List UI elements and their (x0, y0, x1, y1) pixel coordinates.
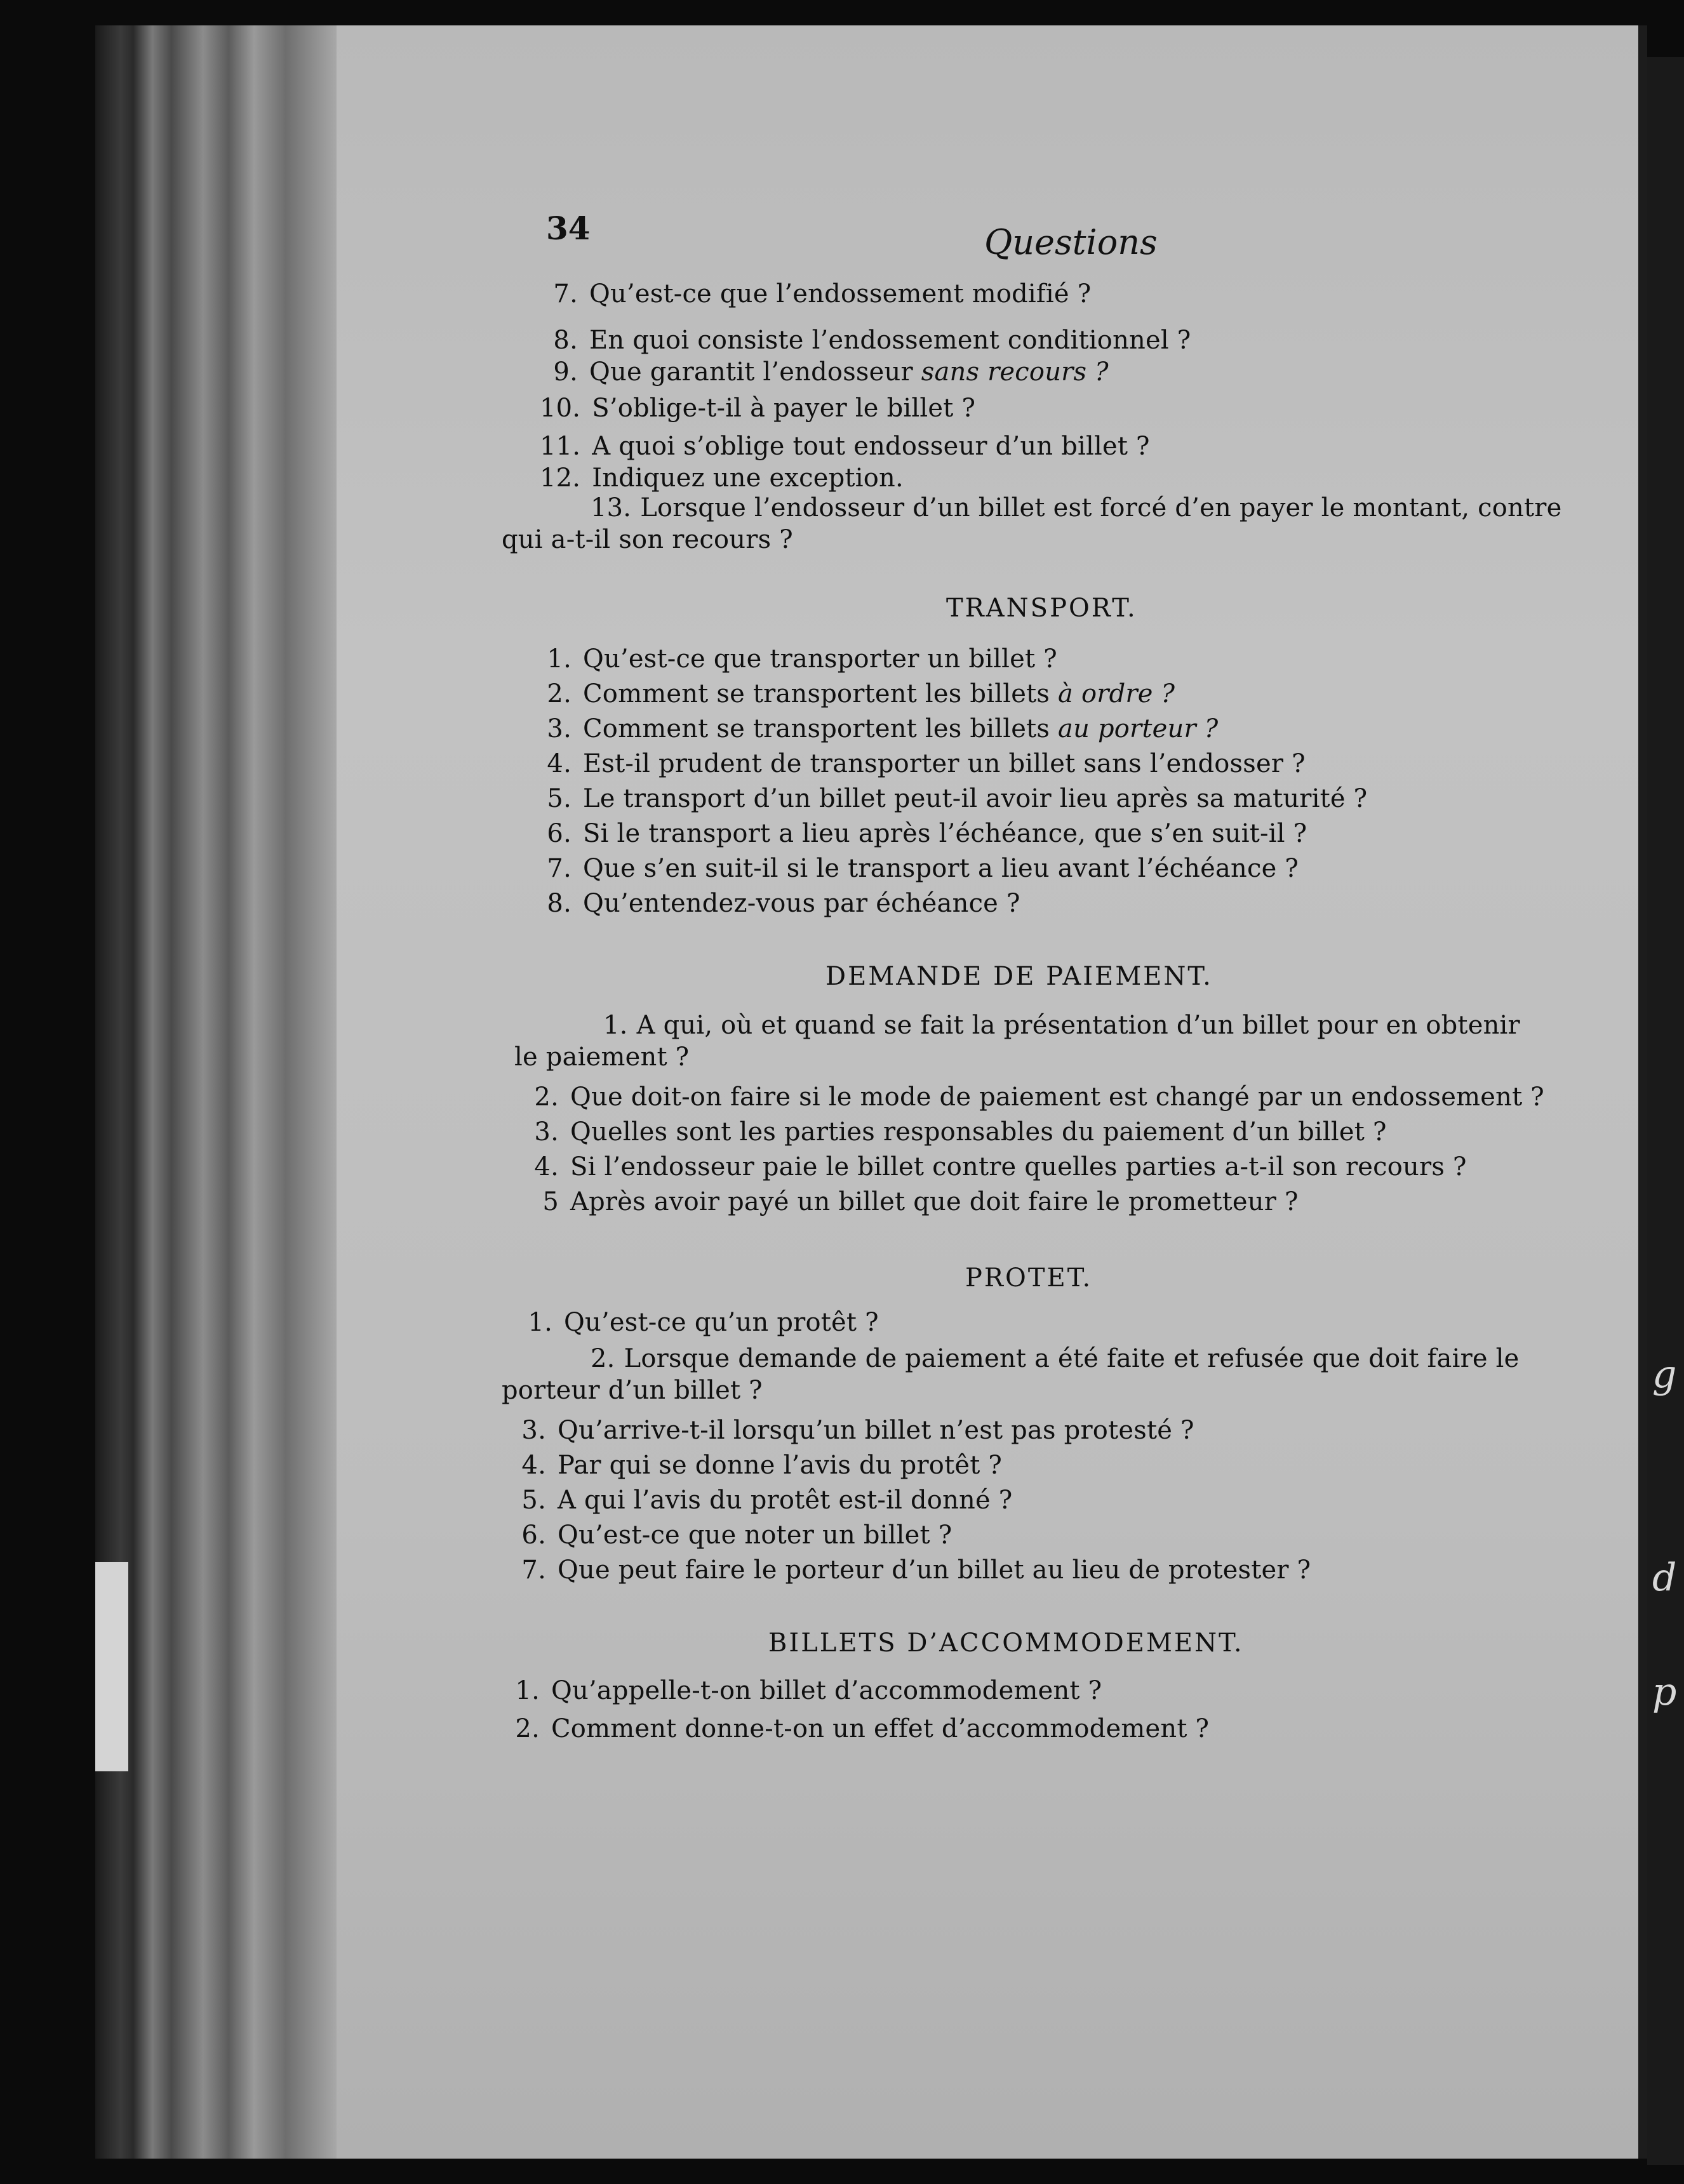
question-item (508, 1451, 1002, 1480)
question-text: Que garantit l’endosseur (589, 357, 921, 387)
question-text: En quoi consiste l’endossement conditionnel ? (589, 326, 1191, 355)
question-number: 4. (547, 749, 571, 778)
question-item (540, 432, 1150, 461)
question-item (533, 819, 1307, 848)
question-text: Est-il prudent de transporter un billet sans l’endosser ? (583, 749, 1306, 778)
question-text: Par qui se donne l’avis du protêt ? (558, 1451, 1003, 1480)
running-head: Questions (984, 222, 1158, 262)
question-number: 8. (553, 326, 578, 355)
question-item (533, 644, 1057, 674)
question-text: Comment se transportent les billets (583, 714, 1059, 743)
question-number: 6. (547, 819, 571, 848)
question-text: Lorsque l’endosseur d’un billet est forcé d’en payer le montant, contre qui a-t-il son recours ? (502, 493, 1562, 554)
section-heading-protet: PROTET. (965, 1263, 1093, 1293)
question-text: Lorsque demande de paiement a été faite et refusée que doit faire le porteur d’un billet ? (502, 1344, 1520, 1405)
question-item (508, 1486, 1012, 1515)
question-item (502, 1714, 1209, 1743)
question-text: Qu’est-ce que noter un billet ? (558, 1521, 952, 1550)
question-item (540, 394, 975, 423)
question-item (514, 1009, 1543, 1073)
question-number: 8. (547, 889, 571, 918)
question-text: Qu’arrive-t-il lorsqu’un billet n’est pas protesté ? (558, 1416, 1194, 1445)
question-item (521, 1117, 1387, 1147)
question-text: Comment se transportent les billets (583, 679, 1059, 709)
question-item (533, 854, 1299, 883)
question-number: 1. (547, 644, 571, 674)
question-item (508, 1416, 1194, 1445)
question-number: 2. (515, 1714, 540, 1743)
question-text: Si le transport a lieu après l’échéance, que s’en suit-il ? (583, 819, 1307, 848)
section-heading-demande: DEMANDE DE PAIEMENT. (825, 962, 1213, 991)
question-item (533, 749, 1306, 778)
question-text: Le transport d’un billet peut-il avoir lieu après sa maturité ? (583, 784, 1368, 813)
question-item (508, 1521, 952, 1550)
question-item (533, 889, 1020, 918)
question-text: Qu’est-ce que l’endossement modifié ? (589, 279, 1092, 309)
question-text: S’oblige-t-il à payer le billet ? (592, 394, 976, 423)
question-number: 5. (547, 784, 571, 813)
adjacent-fragment: p (1652, 1670, 1677, 1714)
question-text: Qu’entendez-vous par échéance ? (583, 889, 1020, 918)
question-item (521, 1082, 1544, 1112)
question-text: Qu’est-ce que transporter un billet ? (583, 644, 1057, 674)
question-text: A qui, où et quand se fait la présentation d’un billet pour en obtenir le paiement ? (514, 1011, 1520, 1072)
question-number: 11. (540, 432, 581, 461)
question-number: 4. (521, 1451, 546, 1480)
question-number: 12. (540, 463, 581, 493)
question-number: 5. (521, 1486, 546, 1515)
adjacent-fragment: d (1652, 1555, 1677, 1600)
adjacent-page-strip (1647, 57, 1684, 2165)
question-number: 2. (547, 679, 571, 709)
question-text-italic: sans recours ? (921, 357, 1109, 387)
question-text: A quoi s’oblige tout endosseur d’un billet ? (592, 432, 1150, 461)
question-number: 6. (521, 1521, 546, 1550)
question-text: Si l’endosseur paie le billet contre quelles parties a-t-il son recours ? (570, 1152, 1467, 1182)
question-number: 3. (521, 1416, 546, 1445)
question-number: 4. (534, 1152, 559, 1182)
question-number: 1. (528, 1308, 552, 1337)
question-item (502, 1676, 1102, 1705)
question-item (540, 279, 1091, 309)
question-item (521, 1187, 1299, 1216)
question-number: 9. (553, 357, 578, 387)
paper-tab (95, 1562, 128, 1771)
adjacent-fragment: g (1652, 1352, 1677, 1397)
question-text-italic: au porteur ? (1058, 714, 1219, 743)
question-number: 7. (547, 854, 571, 883)
question-text: A qui l’avis du protêt est-il donné ? (558, 1486, 1013, 1515)
question-number: 5 (542, 1187, 559, 1216)
question-text: Indiquez une exception. (592, 463, 904, 493)
book-page-edges (95, 25, 337, 2159)
question-number: 13. (591, 493, 632, 523)
question-item (540, 326, 1191, 355)
section-heading-transport: TRANSPORT. (946, 594, 1137, 623)
question-text: Quelles sont les parties responsables du paiement d’un billet ? (570, 1117, 1387, 1147)
question-item (533, 714, 1218, 743)
question-item (502, 1343, 1537, 1406)
question-number: 7. (521, 1555, 546, 1585)
question-item (540, 357, 1109, 387)
question-text: Que peut faire le porteur d’un billet au lieu de protester ? (558, 1555, 1311, 1585)
question-text: Qu’appelle-t-on billet d’accommodement ? (551, 1676, 1102, 1705)
question-text: Que doit-on faire si le mode de paiement est changé par un endossement ? (570, 1082, 1544, 1112)
question-number: 10. (540, 394, 581, 423)
question-item (508, 1555, 1311, 1585)
question-text: Comment donne-t-on un effet d’accommodement ? (551, 1714, 1210, 1743)
question-number: 2. (591, 1344, 615, 1373)
question-item (540, 463, 904, 493)
question-number: 3. (534, 1117, 559, 1147)
page-number: 34 (546, 210, 591, 247)
question-text: Qu’est-ce qu’un protêt ? (564, 1308, 879, 1337)
question-text: Après avoir payé un billet que doit faire le prometteur ? (570, 1187, 1299, 1216)
question-number: 2. (534, 1082, 559, 1112)
question-item (533, 784, 1367, 813)
question-item (502, 492, 1562, 556)
question-number: 3. (547, 714, 571, 743)
question-text-italic: à ordre ? (1058, 679, 1175, 709)
question-item (514, 1308, 879, 1337)
question-text: Que s’en suit-il si le transport a lieu avant l’échéance ? (583, 854, 1299, 883)
question-number: 1. (515, 1676, 540, 1705)
question-item (533, 679, 1175, 709)
section-heading-accommodement: BILLETS D’ACCOMMODEMENT. (768, 1628, 1244, 1658)
question-item (521, 1152, 1467, 1182)
question-number: 7. (553, 279, 578, 309)
question-number: 1. (603, 1011, 628, 1040)
